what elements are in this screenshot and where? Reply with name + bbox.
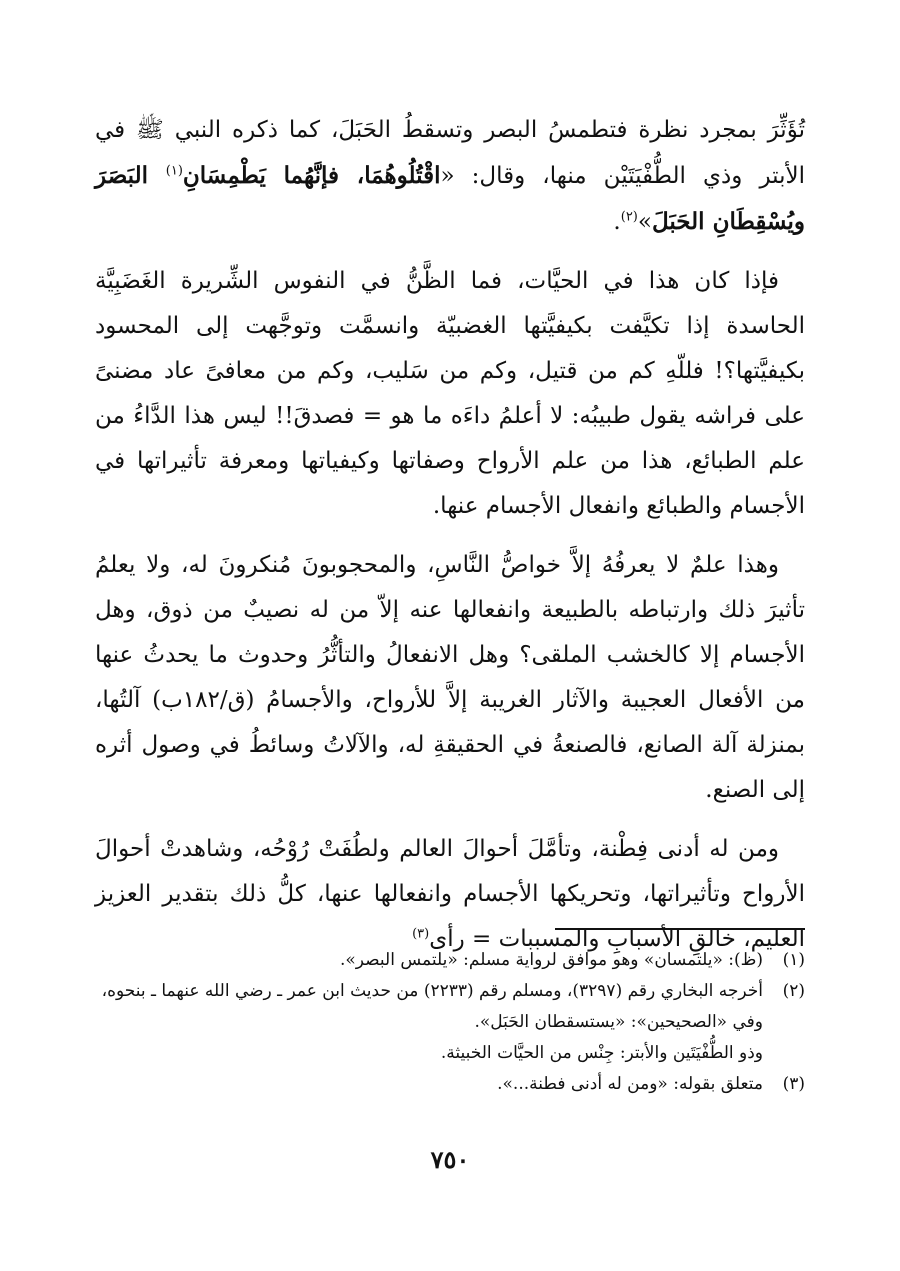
footnote-2-continuation: وذو الطُّفْيَتَين والأبتر: جِنْس من الحيَّات الخبيثة.: [440, 1043, 763, 1063]
paragraph-1: [95, 108, 805, 245]
footnote-ref-1[interactable]: (١): [165, 163, 183, 179]
paragraph-2: فإذا كان هذا في الحيَّات، فما الظَّنُّ في النفوس الشِّريرة الغَضَبِيَّة الحاسدة إذا تكيَّفت بكيفيَّتها الغضبيّة وانسمَّت وتوجَّهت إلى المحسود بكيفيَّتها؟! فللّهِ كم من قتيل، وكم من سَليب، وكم من معافىً عاد مضنىً على فراشه يقول طبيبُه: لا أعلمُ داءَه ما هو = فصدقَ!! ليس هذا الدَّاءُ من علم الطبائع، هذا من علم الأرواح وصفاتها وكيفياتها ومعرفة تأثيراتها في الأجسام والطبائع وانفعال الأجسام عنها.: [95, 268, 806, 519]
paragraph-1-quote-close: »: [637, 209, 652, 235]
footnote-1: [95, 945, 805, 976]
footnotes: [95, 945, 805, 1100]
paragraph-4-text: ومن له أدنى فِطْنة، وتأمَّلَ أحوالَ العالم ولطُفَتْ رُوْحُه، وشاهدتْ أحوالَ الأرواح وتأثيراتها، وتحريكها الأجسام وانفعالها عنها، كلُّ ذلك بتقدير العزيز العليم، خالقِ الأسبابِ والمسببات = رأى: [95, 836, 805, 952]
hadith-quote-part-2: البَصَرَ ويُسْقِطَانِ الحَبَلَ: [95, 162, 805, 235]
footnote-ref-2[interactable]: (٢): [620, 209, 638, 225]
footnote-text: (ظ): «يلتمسان» وهو موافق لرواية مسلم: «يلتمس البصر».: [340, 950, 763, 970]
footnote-number: (٢): [782, 981, 805, 1001]
paragraph-1-end: .: [613, 209, 621, 235]
footnote-number: (٣): [782, 1074, 805, 1094]
page-number: ٧٥٠: [430, 1145, 470, 1174]
footnote-text: متعلق بقوله: «ومن له أدنى فطنة...».: [497, 1074, 763, 1094]
footnote-ref-3[interactable]: (٣): [412, 926, 430, 942]
footnote-text: أخرجه البخاري رقم (٣٢٩٧)، ومسلم رقم (٢٢٣٣) من حديث ابن عمر ـ رضي الله عنهما ـ بنحوه، وفي «الصحيحين»: «يستسقطان الحَبَل».: [101, 981, 763, 1032]
paragraph-3: وهذا علمٌ لا يعرفُهُ إلاَّ خواصُّ النَّاسِ، والمحجوبونَ مُنكرونَ له، ولا يعلمُ تأثيرَ ذلك وارتباطه بالطبيعة وانفعالها عنه إلاّ من له نصيبٌ من ذوق، وهل الأجسام إلا كالخشب الملقى؟ وهل الانفعالُ والتأثُّرُ وحدوث ما يحدثُ عنها من الأفعال العجيبة والآثار الغريبة إلاَّ للأرواح، والأجسامُ (ق/١٨٢ب) آلتُها، بمنزلة آلة الصانع، فالصنعةُ في الحقيقةِ له، والآلاتُ وسائطُ في وصول أثره إلى الصنع.: [95, 552, 806, 803]
hadith-quote-part-1: اقْتُلُوهُمَا، فإنَّهُما يَطْمِسَانِ: [182, 162, 441, 189]
footnote-2: [95, 976, 805, 1038]
footnote-number: (١): [782, 950, 805, 970]
paragraph-1-text-a: تُؤَثِّرَ بمجرد نظرة فتطمسُ البصر وتسقطُ الحَبَلَ، كما ذكره النبي ﷺ في الأبتر وذي الطُّفْيَتَيْن منها، وقال: «: [95, 117, 805, 189]
footnote-separator: [555, 928, 805, 930]
paragraph-4: [95, 827, 805, 962]
footnote-3: [95, 1069, 805, 1100]
main-text: [95, 108, 805, 976]
